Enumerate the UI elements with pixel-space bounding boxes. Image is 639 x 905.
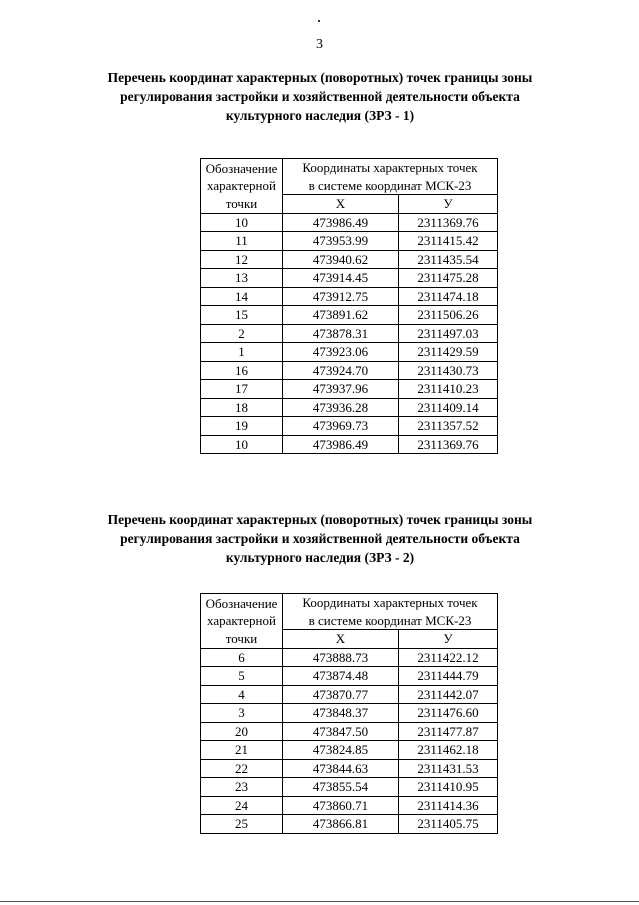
y-coordinate-cell: 2311369.76 bbox=[399, 435, 498, 454]
point-header-line: характерной bbox=[207, 178, 276, 193]
point-header-line: характерной bbox=[207, 613, 276, 628]
y-coordinate-cell: 2311462.18 bbox=[399, 741, 498, 760]
table-row bbox=[201, 232, 498, 251]
table-row bbox=[201, 815, 498, 834]
coordinates-table-zrz-2 bbox=[200, 593, 498, 834]
y-coordinate-cell: 2311357.52 bbox=[399, 417, 498, 436]
table-row bbox=[201, 269, 498, 288]
coords-header-line: Координаты характерных точек bbox=[302, 595, 478, 610]
section-2-heading-line: регулирования застройки и хозяйственной деятельности объекта bbox=[120, 531, 520, 546]
point-id-cell: 4 bbox=[201, 685, 283, 704]
point-id-cell: 22 bbox=[201, 759, 283, 778]
x-coordinate-cell: 473986.49 bbox=[283, 435, 399, 454]
table-row bbox=[201, 380, 498, 399]
coords-header-cell bbox=[283, 159, 498, 195]
x-coordinate-cell: 473878.31 bbox=[283, 324, 399, 343]
point-id-cell: 25 bbox=[201, 815, 283, 834]
x-coordinate-cell: 473891.62 bbox=[283, 306, 399, 325]
x-coordinate-cell: 473969.73 bbox=[283, 417, 399, 436]
table-row bbox=[201, 722, 498, 741]
table-row bbox=[201, 306, 498, 325]
point-id-cell: 3 bbox=[201, 704, 283, 723]
point-id-cell: 10 bbox=[201, 435, 283, 454]
table-row bbox=[201, 648, 498, 667]
scan-speck bbox=[318, 20, 320, 22]
section-1-heading-line: регулирования застройки и хозяйственной деятельности объекта bbox=[120, 89, 520, 104]
x-coordinate-cell: 473914.45 bbox=[283, 269, 399, 288]
x-coordinate-cell: 473870.77 bbox=[283, 685, 399, 704]
coords-header-line: Координаты характерных точек bbox=[302, 160, 478, 175]
y-coordinate-cell: 2311431.53 bbox=[399, 759, 498, 778]
point-id-cell: 17 bbox=[201, 380, 283, 399]
y-coordinate-cell: 2311444.79 bbox=[399, 667, 498, 686]
x-coordinate-cell: 473936.28 bbox=[283, 398, 399, 417]
point-id-cell: 16 bbox=[201, 361, 283, 380]
table-row bbox=[201, 741, 498, 760]
coords-header-line: в системе координат МСК-23 bbox=[308, 612, 472, 628]
point-id-cell: 21 bbox=[201, 741, 283, 760]
point-id-cell: 19 bbox=[201, 417, 283, 436]
x-coordinate-cell: 473824.85 bbox=[283, 741, 399, 760]
table-row bbox=[201, 704, 498, 723]
y-coordinate-cell: 2311429.59 bbox=[399, 343, 498, 362]
x-coordinate-cell: 473986.49 bbox=[283, 213, 399, 232]
table-row bbox=[201, 343, 498, 362]
x-coordinate-cell: 473874.48 bbox=[283, 667, 399, 686]
point-id-cell: 14 bbox=[201, 287, 283, 306]
table-row bbox=[201, 667, 498, 686]
y-coordinate-cell: 2311410.23 bbox=[399, 380, 498, 399]
coords-header-cell bbox=[283, 594, 498, 630]
y-coordinate-cell: 2311442.07 bbox=[399, 685, 498, 704]
section-2-heading bbox=[90, 510, 550, 567]
point-header-line: Обозначение bbox=[205, 595, 278, 611]
x-coordinate-cell: 473953.99 bbox=[283, 232, 399, 251]
y-coordinate-cell: 2311474.18 bbox=[399, 287, 498, 306]
x-coordinate-cell: 473937.96 bbox=[283, 380, 399, 399]
point-header-cell bbox=[201, 594, 283, 649]
table-row bbox=[201, 417, 498, 436]
y-coordinate-cell: 2311477.87 bbox=[399, 722, 498, 741]
x-header: Х bbox=[283, 630, 399, 649]
point-id-cell: 1 bbox=[201, 343, 283, 362]
x-coordinate-cell: 473888.73 bbox=[283, 648, 399, 667]
section-1-heading-line: культурного наследия (ЗРЗ - 1) bbox=[225, 108, 415, 123]
point-id-cell: 5 bbox=[201, 667, 283, 686]
x-coordinate-cell: 473912.75 bbox=[283, 287, 399, 306]
x-coordinate-cell: 473924.70 bbox=[283, 361, 399, 380]
x-coordinate-cell: 473847.50 bbox=[283, 722, 399, 741]
point-header-line: Обозначение bbox=[205, 160, 278, 176]
table-row bbox=[201, 398, 498, 417]
section-2-heading-line: Перечень координат характерных (поворотных) точек границы зоны bbox=[107, 512, 533, 527]
x-coordinate-cell: 473855.54 bbox=[283, 778, 399, 797]
coords-header-line: в системе координат МСК-23 bbox=[308, 177, 472, 193]
y-coordinate-cell: 2311409.14 bbox=[399, 398, 498, 417]
table-row bbox=[201, 435, 498, 454]
table-row bbox=[201, 759, 498, 778]
x-coordinate-cell: 473860.71 bbox=[283, 796, 399, 815]
x-coordinate-cell: 473866.81 bbox=[283, 815, 399, 834]
coordinates-table-zrz-1 bbox=[200, 158, 498, 454]
y-coordinate-cell: 2311475.28 bbox=[399, 269, 498, 288]
point-id-cell: 20 bbox=[201, 722, 283, 741]
point-id-cell: 23 bbox=[201, 778, 283, 797]
bottom-rule bbox=[0, 901, 639, 902]
x-coordinate-cell: 473848.37 bbox=[283, 704, 399, 723]
point-id-cell: 24 bbox=[201, 796, 283, 815]
y-coordinate-cell: 2311497.03 bbox=[399, 324, 498, 343]
table-row bbox=[201, 361, 498, 380]
point-header-line: точки bbox=[225, 630, 258, 646]
point-id-cell: 13 bbox=[201, 269, 283, 288]
table-row bbox=[201, 250, 498, 269]
y-coordinate-cell: 2311430.73 bbox=[399, 361, 498, 380]
page-number: 3 bbox=[316, 37, 323, 52]
y-coordinate-cell: 2311405.75 bbox=[399, 815, 498, 834]
point-header-line: точки bbox=[225, 195, 258, 211]
x-coordinate-cell: 473844.63 bbox=[283, 759, 399, 778]
point-id-cell: 18 bbox=[201, 398, 283, 417]
section-2-heading-line: культурного наследия (ЗРЗ - 2) bbox=[225, 550, 415, 565]
y-coordinate-cell: 2311422.12 bbox=[399, 648, 498, 667]
point-id-cell: 2 bbox=[201, 324, 283, 343]
point-id-cell: 10 bbox=[201, 213, 283, 232]
y-coordinate-cell: 2311415.42 bbox=[399, 232, 498, 251]
x-header: Х bbox=[283, 195, 399, 214]
y-header: У bbox=[399, 195, 498, 214]
y-coordinate-cell: 2311506.26 bbox=[399, 306, 498, 325]
point-header-cell bbox=[201, 159, 283, 214]
point-id-cell: 12 bbox=[201, 250, 283, 269]
table-row bbox=[201, 213, 498, 232]
table-row bbox=[201, 796, 498, 815]
x-coordinate-cell: 473940.62 bbox=[283, 250, 399, 269]
y-coordinate-cell: 2311414.36 bbox=[399, 796, 498, 815]
table-row bbox=[201, 324, 498, 343]
section-1-heading bbox=[90, 68, 550, 125]
table-row bbox=[201, 685, 498, 704]
table-row bbox=[201, 287, 498, 306]
point-id-cell: 11 bbox=[201, 232, 283, 251]
point-id-cell: 6 bbox=[201, 648, 283, 667]
table-row bbox=[201, 778, 498, 797]
x-coordinate-cell: 473923.06 bbox=[283, 343, 399, 362]
y-coordinate-cell: 2311476.60 bbox=[399, 704, 498, 723]
section-1-heading-line: Перечень координат характерных (поворотных) точек границы зоны bbox=[107, 70, 533, 85]
y-coordinate-cell: 2311435.54 bbox=[399, 250, 498, 269]
point-id-cell: 15 bbox=[201, 306, 283, 325]
y-coordinate-cell: 2311410.95 bbox=[399, 778, 498, 797]
y-coordinate-cell: 2311369.76 bbox=[399, 213, 498, 232]
y-header: У bbox=[399, 630, 498, 649]
